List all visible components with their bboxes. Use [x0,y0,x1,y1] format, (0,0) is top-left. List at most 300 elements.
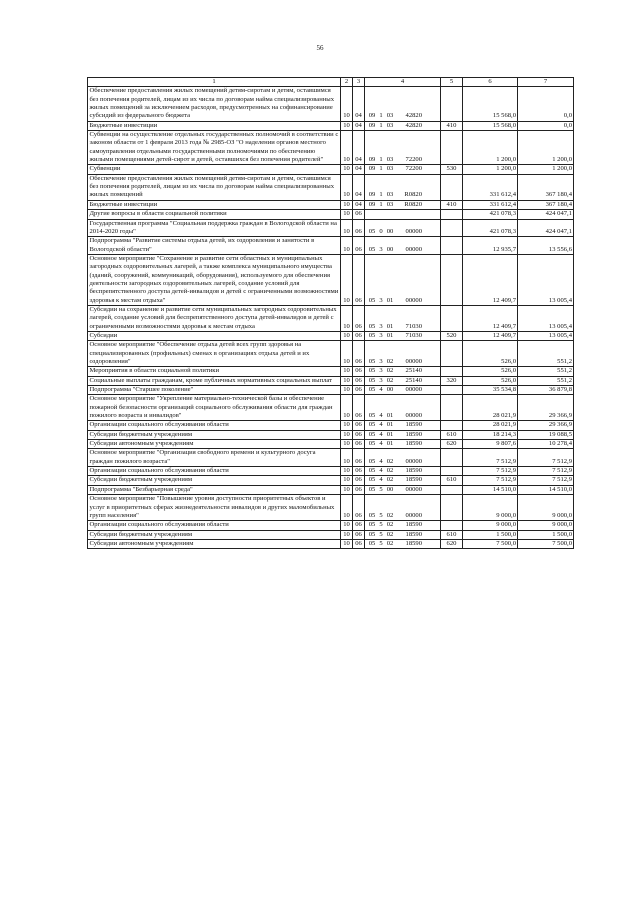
row-expense-type [441,174,463,200]
row-amount-year-2: 551,2 [518,367,574,376]
row-section: 10 [341,254,353,305]
row-amount-year-1: 12 409,7 [463,305,518,331]
row-expense-type: 320 [441,376,463,385]
header-cell: 5 [441,78,463,87]
row-section: 10 [341,485,353,494]
target-article-part: 02 [386,367,394,375]
row-amount-year-1: 7 512,9 [463,476,518,485]
row-subsection: 06 [353,386,365,395]
table-row [88,131,574,165]
table-row [88,395,574,421]
row-name: Основное мероприятие "Сохранение и развитие сети областных и муниципальных загородных оздоровительных лагерей, а также комплекса муниципального имущества (зданий, сооружений, коммуникаций, оборудования), используемого для обеспечения деятельности загородных оздоровительных лагерей, создание условий для беспрепятственного доступа детей-инвалидов и детей с ограниченными возможностями здоровья к местам отдыха" [88,254,341,305]
row-amount-year-2: 1 200,0 [518,165,574,174]
row-amount-year-1: 421 078,3 [463,210,518,219]
target-article-part: 02 [386,476,394,484]
table-row [88,121,574,130]
row-section: 10 [341,341,353,367]
row-name: Субсидии автономным учреждениям [88,440,341,449]
target-article-part: 03 [386,156,394,164]
row-amount-year-1: 12 935,7 [463,237,518,255]
target-article-part: 05 [368,386,376,394]
row-target-article [365,254,441,305]
target-article-part: 01 [386,322,394,330]
row-amount-year-2: 7 500,0 [518,539,574,548]
target-article-part: 18590 [405,530,422,538]
row-name: Субвенции на осуществление отдельных государственных полномочий в соответствии с законом области от 1 февраля 2013 года № 2985-ОЗ "О наделении органов местного самоуправления отдельными государственными полномочиями по обеспечению жилыми помещениями детей-сирот и детей, оставшихся без попечения родителей" [88,131,341,165]
target-article-part: 09 [368,200,376,208]
row-expense-type [441,131,463,165]
target-article-part: 03 [386,191,394,199]
row-amount-year-1: 14 510,0 [463,485,518,494]
row-expense-type: 520 [441,331,463,340]
table-row [88,367,574,376]
row-expense-type [441,449,463,467]
row-section: 10 [341,421,353,430]
table-row [88,174,574,200]
row-amount-year-1: 7 500,0 [463,539,518,548]
row-name: Организации социального обслуживания области [88,467,341,476]
target-article-part: 02 [386,457,394,465]
header-cell: 1 [88,78,341,87]
row-amount-year-1: 421 078,3 [463,219,518,237]
row-expense-type [441,495,463,521]
target-article-part: 09 [368,165,376,173]
row-expense-type: 610 [441,530,463,539]
target-article-part: 1 [379,112,383,120]
row-subsection: 06 [353,395,365,421]
target-article-part: 05 [368,530,376,538]
row-expense-type: 530 [441,165,463,174]
target-article-part: 0 [379,227,383,235]
row-target-article [365,219,441,237]
row-subsection: 06 [353,376,365,385]
target-article-part: 02 [386,376,394,384]
target-article-part: 05 [368,467,376,475]
table-row [88,165,574,174]
target-article-part: 5 [379,521,383,529]
row-expense-type [441,386,463,395]
target-article-part: 18590 [405,440,422,448]
row-amount-year-1: 1 200,0 [463,165,518,174]
row-target-article [365,87,441,121]
row-subsection: 06 [353,237,365,255]
target-article-part: 4 [379,412,383,420]
target-article-part: 00000 [405,511,422,519]
row-amount-year-1: 12 409,7 [463,254,518,305]
target-article-part: 3 [379,245,383,253]
target-article-part: 4 [379,440,383,448]
row-amount-year-2: 13 005,4 [518,254,574,305]
target-article-part: 3 [379,296,383,304]
target-article-part: 5 [379,511,383,519]
row-section: 10 [341,200,353,209]
row-expense-type [441,210,463,219]
row-section: 10 [341,521,353,530]
target-article-part: 5 [379,530,383,538]
target-article-part: 25140 [405,367,422,375]
row-target-article [365,421,441,430]
row-expense-type: 410 [441,121,463,130]
row-amount-year-1: 12 409,7 [463,331,518,340]
row-expense-type [441,395,463,421]
table-row [88,440,574,449]
target-article-part: 18590 [405,476,422,484]
target-article-part: 42820 [405,121,422,129]
row-subsection: 06 [353,305,365,331]
row-subsection: 06 [353,495,365,521]
row-amount-year-2: 1 200,0 [518,131,574,165]
row-amount-year-2: 19 088,5 [518,430,574,439]
row-section: 10 [341,440,353,449]
target-article-part: 5 [379,485,383,493]
target-article-part: 3 [379,358,383,365]
row-expense-type [441,421,463,430]
target-article-part: 05 [368,539,376,547]
table-row [88,87,574,121]
row-name: Основное мероприятие "Укрепление материально-технической базы и обеспечение пожарной безопасности организаций социального обслуживания области для граждан пожилого возраста и инвалидов" [88,395,341,421]
row-amount-year-1: 35 534,8 [463,386,518,395]
target-article-part: 1 [379,121,383,129]
target-article-part: 72200 [405,165,422,173]
row-subsection: 06 [353,367,365,376]
header-row [88,78,574,87]
row-section: 10 [341,237,353,255]
table-row [88,476,574,485]
target-article-part: 00000 [405,296,422,304]
row-expense-type [441,485,463,494]
table-row [88,305,574,331]
row-name: Организации социального обслуживания области [88,421,341,430]
row-amount-year-1: 1 500,0 [463,530,518,539]
header-cell: 6 [463,78,518,87]
table-row [88,254,574,305]
row-section: 10 [341,305,353,331]
row-amount-year-2: 10 278,4 [518,440,574,449]
row-name: Подпрограмма "Старшее поколение" [88,386,341,395]
target-article-part: 00000 [405,412,422,420]
target-article-part: 03 [386,165,394,173]
target-article-part: 05 [368,457,376,465]
row-target-article [365,485,441,494]
row-amount-year-2: 14 510,0 [518,485,574,494]
row-amount-year-2: 424 047,1 [518,219,574,237]
row-section: 10 [341,131,353,165]
row-amount-year-2: 7 512,9 [518,449,574,467]
target-article-part: 01 [386,430,394,438]
target-article-part: 01 [386,331,394,339]
target-article-part: 00000 [405,457,422,465]
row-target-article [365,210,441,219]
target-article-part: 01 [386,412,394,420]
row-name: Бюджетные инвестиции [88,200,341,209]
row-expense-type: 620 [441,539,463,548]
row-amount-year-2: 13 005,4 [518,331,574,340]
target-article-part: 02 [386,511,394,519]
header-cell: 7 [518,78,574,87]
table-row [88,449,574,467]
row-subsection: 06 [353,331,365,340]
row-name: Основное мероприятие "Обеспечение отдыха детей всех групп здоровья на специализированных (профильных) сменах в организациях отдыха детей и их оздоровления" [88,341,341,367]
target-article-part: 09 [368,156,376,164]
row-subsection: 06 [353,449,365,467]
row-subsection: 04 [353,121,365,130]
target-article-part: 05 [368,521,376,529]
row-target-article [365,331,441,340]
target-article-part: 01 [386,421,394,429]
table-row [88,530,574,539]
row-target-article [365,237,441,255]
target-article-part: 05 [368,511,376,519]
row-name: Субвенции [88,165,341,174]
row-section: 10 [341,449,353,467]
target-article-part: 03 [386,112,394,120]
row-name: Субсидии бюджетным учреждениям [88,476,341,485]
target-article-part: 18590 [405,521,422,529]
row-section: 10 [341,386,353,395]
row-subsection: 06 [353,440,365,449]
row-name: Бюджетные инвестиции [88,121,341,130]
row-amount-year-1: 526,0 [463,376,518,385]
target-article-part: 4 [379,386,383,394]
target-article-part: 05 [368,245,376,253]
target-article-part: 25140 [405,376,422,384]
row-target-article [365,449,441,467]
target-article-part: 72200 [405,156,422,164]
table-row [88,495,574,521]
target-article-part: 03 [386,200,394,208]
row-amount-year-1: 7 512,9 [463,467,518,476]
row-subsection: 04 [353,200,365,209]
row-expense-type [441,305,463,331]
target-article-part: 00000 [405,245,422,253]
row-target-article [365,174,441,200]
row-target-article [365,386,441,395]
row-amount-year-1: 526,0 [463,341,518,367]
row-amount-year-1: 9 000,0 [463,521,518,530]
target-article-part: 4 [379,421,383,429]
target-article-part: 05 [368,485,376,493]
row-expense-type [441,521,463,530]
row-section: 10 [341,476,353,485]
row-subsection: 04 [353,165,365,174]
row-name: Основное мероприятие "Повышение уровня доступности приоритетных объектов и услуг в приоритетных сферах жизнедеятельности инвалидов и других маломобильных групп населения" [88,495,341,521]
target-article-part: 71030 [405,322,422,330]
row-amount-year-2: 551,2 [518,341,574,367]
target-article-part: 18590 [405,467,422,475]
table-row [88,376,574,385]
header-cell: 3 [353,78,365,87]
target-article-part: 4 [379,430,383,438]
row-subsection: 06 [353,521,365,530]
target-article-part: 09 [368,191,376,199]
target-article-part: 02 [386,358,394,365]
row-expense-type [441,467,463,476]
row-subsection: 06 [353,485,365,494]
row-target-article [365,376,441,385]
row-amount-year-2: 13 556,6 [518,237,574,255]
row-section: 10 [341,376,353,385]
row-expense-type: 610 [441,476,463,485]
target-article-part: 42820 [405,112,422,120]
target-article-part: 05 [368,331,376,339]
row-subsection: 06 [353,430,365,439]
row-amount-year-1: 7 512,9 [463,449,518,467]
row-target-article [365,440,441,449]
row-target-article [365,495,441,521]
row-amount-year-2: 367 180,4 [518,200,574,209]
row-amount-year-1: 9 000,0 [463,495,518,521]
row-amount-year-2: 424 047,1 [518,210,574,219]
row-target-article [365,121,441,130]
table-row [88,237,574,255]
row-amount-year-1: 15 568,0 [463,121,518,130]
row-subsection: 06 [353,530,365,539]
row-target-article [365,165,441,174]
target-article-part: 00 [386,227,394,235]
row-name: Субсидии бюджетным учреждениям [88,430,341,439]
row-target-article [365,341,441,367]
row-subsection: 06 [353,254,365,305]
row-section: 10 [341,219,353,237]
row-name: Мероприятия в области социальной политики [88,367,341,376]
row-amount-year-2: 29 366,9 [518,421,574,430]
row-amount-year-2: 36 879,8 [518,386,574,395]
table-row [88,210,574,219]
target-article-part: 00000 [405,386,422,394]
row-amount-year-1: 15 568,0 [463,87,518,121]
table-row [88,539,574,548]
target-article-part: 3 [379,322,383,330]
target-article-part: 03 [386,121,394,129]
row-target-article [365,395,441,421]
table-row [88,521,574,530]
target-article-part: 05 [368,376,376,384]
target-article-part: 4 [379,476,383,484]
target-article-part: 00000 [405,358,422,365]
target-article-part: R0820 [404,200,422,208]
row-target-article [365,367,441,376]
target-article-part: 3 [379,367,383,375]
target-article-part: 5 [379,539,383,547]
target-article-part: 00000 [405,485,422,493]
row-section: 10 [341,539,353,548]
row-target-article [365,539,441,548]
row-expense-type: 610 [441,430,463,439]
row-expense-type: 620 [441,440,463,449]
table-row [88,421,574,430]
row-amount-year-1: 526,0 [463,367,518,376]
target-article-part: 1 [379,156,383,164]
row-section: 10 [341,331,353,340]
target-article-part: 1 [379,191,383,199]
row-name: Обеспечение предоставления жилых помещений детям-сиротам и детям, оставшимся без попечения родителей, лицам из их числа по договорам найма специализированных жилых помещений [88,174,341,200]
row-amount-year-2: 29 366,9 [518,395,574,421]
target-article-part: 00 [386,245,394,253]
target-article-part: 05 [368,421,376,429]
target-article-part: 00 [386,485,394,493]
target-article-part: 02 [386,467,394,475]
row-section: 10 [341,467,353,476]
target-article-part: 1 [379,200,383,208]
target-article-part: 05 [368,322,376,330]
row-expense-type [441,219,463,237]
row-amount-year-2: 0,0 [518,121,574,130]
target-article-part: 09 [368,112,376,120]
target-article-part: 4 [379,467,383,475]
row-amount-year-1: 331 612,4 [463,200,518,209]
row-expense-type [441,341,463,367]
target-article-part: 05 [368,367,376,375]
row-subsection: 06 [353,539,365,548]
row-target-article [365,521,441,530]
row-name: Субсидии [88,331,341,340]
row-amount-year-2: 1 500,0 [518,530,574,539]
table-row [88,485,574,494]
row-subsection: 06 [353,219,365,237]
row-expense-type [441,237,463,255]
row-name: Субсидии автономным учреждениям [88,539,341,548]
target-article-part: 05 [368,440,376,448]
row-section: 10 [341,87,353,121]
row-subsection: 04 [353,87,365,121]
target-article-part: 02 [386,521,394,529]
table-row [88,331,574,340]
target-article-part: 18590 [405,430,422,438]
row-target-article [365,430,441,439]
row-subsection: 06 [353,421,365,430]
target-article-part: 4 [379,457,383,465]
row-subsection: 04 [353,131,365,165]
row-name: Обеспечение предоставления жилых помещений детям-сиротам и детям, оставшимся без попечения родителей, лицам из их числа по договорам найма специализированных жилых помещений за исключением расходов, предусмотренных на софинансирование субсидий из федерального бюджета [88,87,341,121]
row-name: Субсидии бюджетным учреждениям [88,530,341,539]
target-article-part: 02 [386,530,394,538]
target-article-part: 05 [368,430,376,438]
header-cell: 4 [365,78,441,87]
row-section: 10 [341,174,353,200]
budget-table [87,77,574,549]
row-subsection: 06 [353,210,365,219]
row-subsection: 06 [353,341,365,367]
row-section: 10 [341,367,353,376]
row-subsection: 04 [353,174,365,200]
row-target-article [365,200,441,209]
row-amount-year-1: 28 021,9 [463,421,518,430]
row-amount-year-2: 9 000,0 [518,495,574,521]
row-amount-year-1: 9 807,6 [463,440,518,449]
row-amount-year-2: 9 000,0 [518,521,574,530]
target-article-part: R0820 [404,191,422,199]
table-row [88,467,574,476]
row-target-article [365,476,441,485]
table-row [88,200,574,209]
row-section: 10 [341,495,353,521]
row-target-article [365,305,441,331]
row-name: Другие вопросы в области социальной политики [88,210,341,219]
row-section: 10 [341,165,353,174]
target-article-part: 01 [386,296,394,304]
target-article-part: 18590 [405,421,422,429]
row-target-article [365,467,441,476]
row-amount-year-2: 551,2 [518,376,574,385]
target-article-part: 01 [386,440,394,448]
row-section: 10 [341,121,353,130]
target-article-part: 1 [379,165,383,173]
row-name: Организации социального обслуживания области [88,521,341,530]
row-section: 10 [341,395,353,421]
table-row [88,219,574,237]
row-subsection: 06 [353,467,365,476]
row-expense-type [441,254,463,305]
